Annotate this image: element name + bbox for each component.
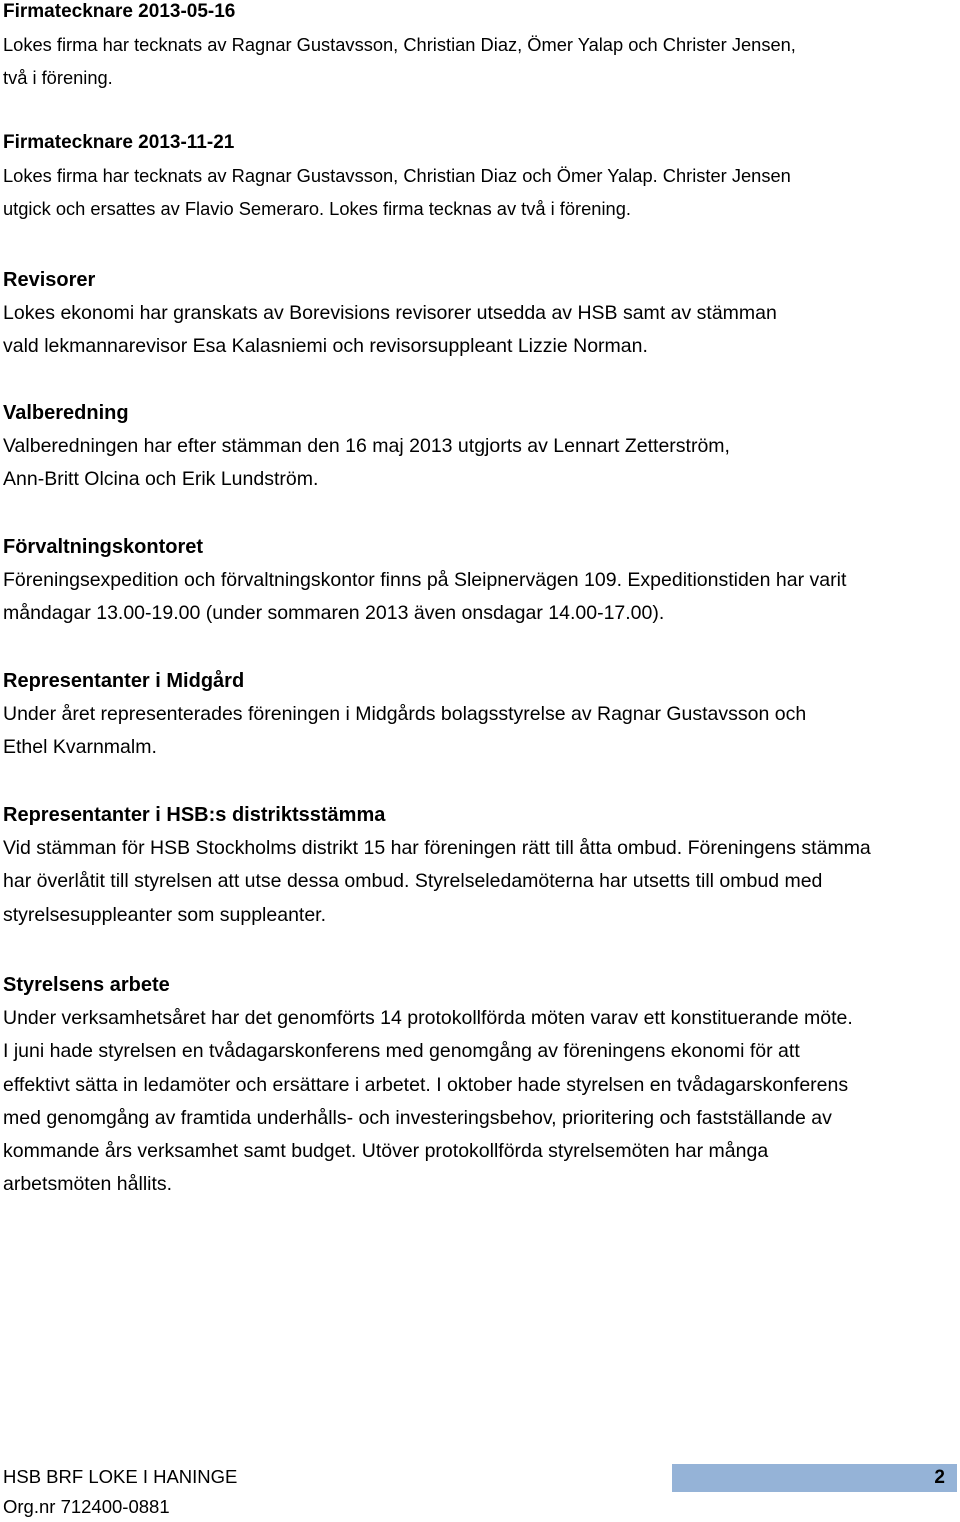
body-line: Under verksamhetsåret har det genomförts 14 protokollförda möten varav ett konstituerande möte. <box>3 1007 853 1029</box>
section-body <box>3 430 957 497</box>
footer-org-number: Org.nr 712400-0881 <box>3 1496 170 1517</box>
body-line: Ann-Britt Olcina och Erik Lundström. <box>3 468 319 491</box>
section-body <box>3 159 957 226</box>
section-heading: Styrelsens arbete <box>3 974 170 996</box>
body-line: måndagar 13.00-19.00 (under sommaren 2013 även onsdagar 14.00-17.00). <box>3 602 665 625</box>
section-revisorer <box>3 264 957 364</box>
footer-org-name: HSB BRF LOKE I HANINGE <box>3 1466 238 1487</box>
body-line: Valberedningen har efter stämman den 16 maj 2013 utgjorts av Lennart Zetterström, <box>3 435 730 457</box>
page-footer <box>3 1462 957 1522</box>
body-line: arbetsmöten hållits. <box>3 1173 173 1196</box>
section-heading: Valberedning <box>3 402 129 424</box>
section-firmatecknare-2013-11-21 <box>3 126 957 226</box>
section-heading: Firmatecknare 2013-11-21 <box>3 132 235 153</box>
section-heading: Firmatecknare 2013-05-16 <box>3 1 236 22</box>
section-forvaltningskontoret <box>3 531 957 631</box>
body-line: styrelsesuppleanter som suppleanter. <box>3 903 327 926</box>
footer-page-bar <box>672 1464 957 1492</box>
section-heading: Förvaltningskontoret <box>3 536 204 558</box>
section-heading: Representanter i Midgård <box>3 670 245 692</box>
body-line: Föreningsexpedition och förvaltningskontor finns på Sleipnervägen 109. Expeditionstiden har varit <box>3 569 847 591</box>
section-body <box>3 832 957 932</box>
section-body <box>3 28 957 95</box>
section-body <box>3 1002 957 1202</box>
section-body <box>3 297 957 364</box>
body-line: Ethel Kvarnmalm. <box>3 736 157 759</box>
body-line: två i förening. <box>3 67 113 89</box>
section-firmatecknare-2013-05-16 <box>3 0 957 95</box>
section-body <box>3 564 957 631</box>
body-line: I juni hade styrelsen en tvådagarskonferens med genomgång av föreningens ekonomi för att <box>3 1040 800 1063</box>
body-line: Lokes firma har tecknats av Ragnar Gustavsson, Christian Diaz och Ömer Yalap. Christer Jensen <box>3 165 791 186</box>
body-line: Under året representerades föreningen i Midgårds bolagsstyrelse av Ragnar Gustavsson och <box>3 703 807 725</box>
section-styrelsens-arbete <box>3 969 957 1202</box>
body-line: vald lekmannarevisor Esa Kalasniemi och revisorsuppleant Lizzie Norman. <box>3 335 648 358</box>
section-body <box>3 698 957 765</box>
section-valberedning <box>3 397 957 497</box>
section-representanter-midgard <box>3 665 957 765</box>
body-line: har överlåtit till styrelsen att utse dessa ombud. Styrelseledamöterna har utsetts till ombud med <box>3 870 823 893</box>
body-line: effektivt sätta in ledamöter och ersättare i arbetet. I oktober hade styrelsen en tvådagarskonferens <box>3 1073 849 1096</box>
body-line: utgick och ersattes av Flavio Semeraro. Lokes firma tecknas av två i förening. <box>3 198 631 220</box>
page-number: 2 <box>934 1467 945 1488</box>
body-line: Lokes ekonomi har granskats av Borevisions revisorer utsedda av HSB samt av stämman <box>3 302 777 324</box>
section-heading: Representanter i HSB:s distriktsstämma <box>3 804 386 826</box>
body-line: kommande års verksamhet samt budget. Utöver protokollförda styrelsemöten har många <box>3 1140 769 1163</box>
body-line: Lokes firma har tecknats av Ragnar Gustavsson, Christian Diaz, Ömer Yalap och Christer Jensen, <box>3 34 796 55</box>
section-representanter-hsb-distriktsstamma <box>3 799 957 932</box>
section-heading: Revisorer <box>3 269 96 291</box>
body-line: med genomgång av framtida underhålls- och investeringsbehov, prioritering och fastställande av <box>3 1106 832 1129</box>
body-line: Vid stämman för HSB Stockholms distrikt 15 har föreningen rätt till åtta ombud. Föreningens stämma <box>3 837 871 859</box>
